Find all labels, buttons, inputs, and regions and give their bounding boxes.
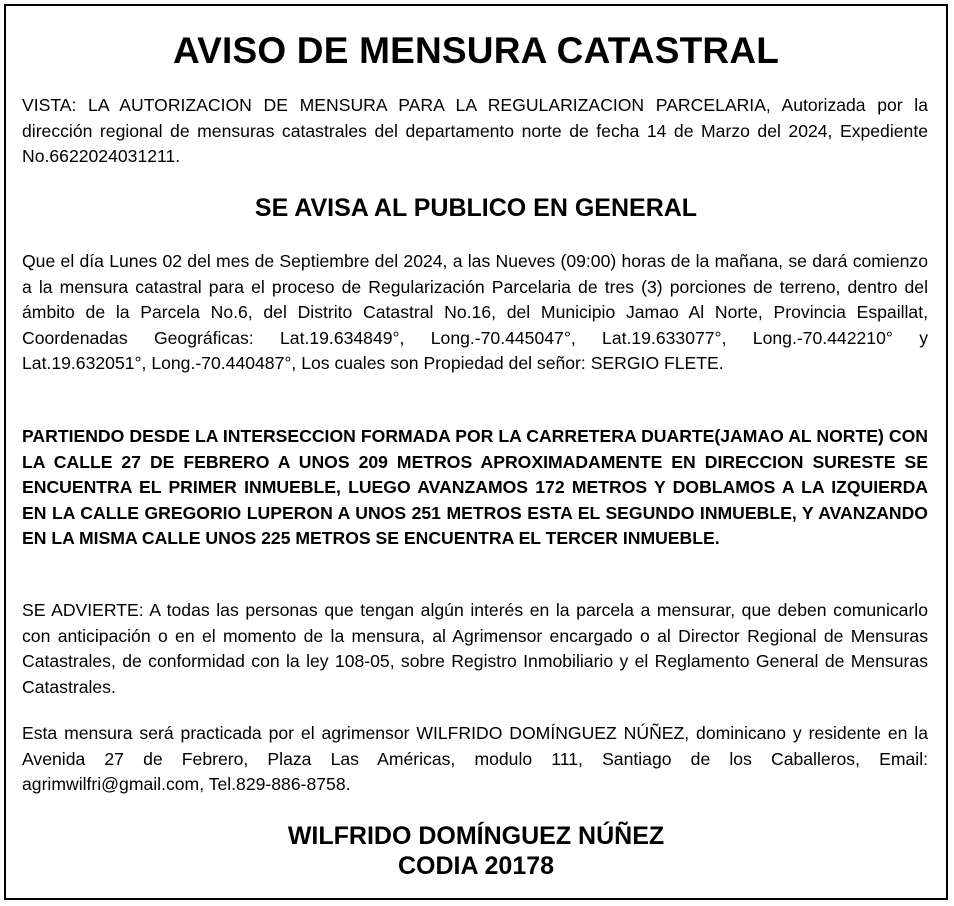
signature-codia: CODIA 20178 xyxy=(397,852,555,880)
announcement-paragraph: Que el día Lunes 02 del mes de Septiembre del 2024, a las Nueves (09:00) horas de la mañana, se dará comienzo a la mensura catastral para el proceso de Regularización Parcelaria de tres (3) porciones de terreno, dentro del ámbito de la Parcela No.6, del Distrito Catastral No.16, del Municipio Jamao Al Norte, Provincia Espaillat, Coordenadas Geográficas: Lat.19.634849°, Long.-70.445047°, Lat.19.633077°, Long.-70.442210° y Lat.19.632051°, Long.-70.440487°, Los cuales son Propiedad del señor: SERGIO FLETE. xyxy=(22,251,928,374)
public-notice-subheading: SE AVISA AL PUBLICO EN GENERAL xyxy=(254,194,698,222)
surveyor-paragraph: Esta mensura será practicada por el agrimensor WILFRIDO DOMÍNGUEZ NÚÑEZ, dominicano y residente en la Avenida 27 de Febrero, Plaza Las Américas, modulo 111, Santiago de los Caballeros, Email: agrimwilfri@gmail.com, Tel.829-886-8758. xyxy=(22,723,928,795)
signature-name: WILFRIDO DOMÍNGUEZ NÚÑEZ xyxy=(287,822,665,850)
warning-paragraph: SE ADVIERTE: A todas las personas que tengan algún interés en la parcela a mensurar, que deben comunicarlo con anticipación o en el momento de la mensura, al Agrimensor encargado o al Director Regional de Mensuras Catastrales, de conformidad con la ley 108-05, sobre Registro Inmobiliario y el Reglamento General de Mensuras Catastrales. xyxy=(22,600,928,697)
vista-paragraph: VISTA: LA AUTORIZACION DE MENSURA PARA LA REGULARIZACION PARCELARIA, Autorizada por la dirección regional de mensuras catastrales del departamento norte de fecha 14 de Marzo del 2024, Expediente No.6622024031211. xyxy=(22,95,928,167)
notice-title: AVISO DE MENSURA CATASTRAL xyxy=(172,30,780,71)
notice-frame xyxy=(4,4,948,900)
directions-paragraph: PARTIENDO DESDE LA INTERSECCION FORMADA POR LA CARRETERA DUARTE(JAMAO AL NORTE) CON LA CALLE 27 DE FEBRERO A UNOS 209 METROS APROXIMADAMENTE EN DIRECCION SURESTE SE ENCUENTRA EL PRIMER INMUEBLE, LUEGO AVANZAMOS 172 METROS Y DOBLAMOS A LA IZQUIERDA EN LA CALLE GREGORIO LUPERON A UNOS 251 METROS ESTA EL SEGUNDO INMUEBLE, Y AVANZANDO EN LA MISMA CALLE UNOS 225 METROS SE ENCUENTRA EL TERCER INMUEBLE. xyxy=(22,426,928,549)
